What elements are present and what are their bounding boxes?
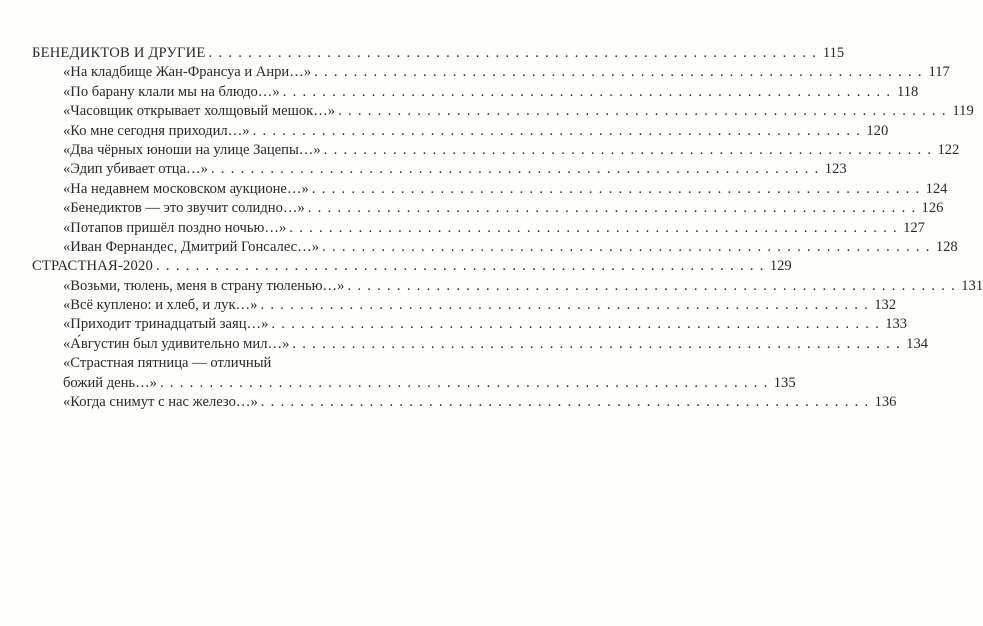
toc-title: «Бенедиктов — это звучит солидно…» (63, 200, 305, 217)
dot-leader (156, 257, 765, 276)
toc-entry (32, 102, 974, 121)
dot-leader (260, 296, 869, 315)
toc-title: «А́вгустин был удивительно мил…» (63, 335, 290, 352)
toc-page-number: 135 (773, 374, 796, 391)
toc-entry-first-line (32, 354, 408, 373)
toc-entry (32, 83, 919, 102)
toc-title: «Иван Фернандес, Дмитрий Гонсалес…» (63, 238, 320, 255)
dot-leader (347, 277, 956, 296)
toc-page-number: 129 (769, 258, 792, 275)
toc-page-number: 134 (906, 335, 929, 352)
toc-title: «По барану клали мы на блюдо…» (63, 83, 280, 100)
toc-entry (32, 315, 908, 334)
dot-leader (160, 374, 769, 393)
toc-entry (32, 277, 983, 296)
toc-title: «Эдип убивает отца…» (63, 161, 208, 178)
dot-leader (324, 141, 933, 160)
dot-leader (322, 238, 931, 257)
toc-page-number: 123 (824, 161, 847, 178)
toc-title: «Ко мне сегодня приходил…» (63, 122, 250, 139)
toc-entry (32, 199, 944, 218)
toc-entry (32, 180, 948, 199)
toc-page-number: 118 (897, 83, 919, 100)
toc-title: «Приходит тринадцатый заяц…» (63, 316, 269, 333)
toc-page-number: 115 (822, 45, 845, 61)
toc-title: БЕНЕДИКТОВ И ДРУГИЕ (32, 45, 206, 61)
toc-entry (32, 238, 958, 257)
toc-title: «Потапов пришёл поздно ночью…» (63, 219, 287, 236)
toc-section (32, 257, 792, 276)
toc-entry (32, 219, 925, 238)
dot-leader (261, 393, 870, 412)
toc-page-number: 127 (903, 219, 925, 236)
toc-title: «Когда снимут с нас железо…» (63, 394, 258, 411)
dot-leader (314, 63, 923, 82)
dot-leader (211, 160, 820, 179)
toc-entry (32, 141, 960, 160)
toc-entry (32, 63, 950, 82)
dot-leader (253, 122, 862, 141)
toc-page-number: 136 (874, 394, 897, 411)
toc-page-number: 122 (937, 141, 960, 158)
toc-title: божий день…» (63, 374, 157, 391)
toc-entry (32, 160, 847, 179)
toc-page-number: 132 (874, 297, 897, 314)
dot-leader (271, 315, 880, 334)
toc-page-number: 126 (921, 200, 944, 217)
dot-leader (312, 180, 921, 199)
toc-entry (32, 296, 897, 315)
toc-title: «На недавнем московском аукционе…» (63, 180, 309, 197)
toc-page-number: 124 (925, 180, 948, 197)
dot-leader (209, 44, 818, 63)
toc-page-number: 131 (961, 277, 983, 294)
toc-entry (32, 122, 889, 141)
toc-page-number: 128 (935, 238, 958, 255)
dot-leader (338, 102, 947, 121)
toc-entry (32, 393, 897, 412)
toc-entry (32, 335, 929, 354)
toc-title: «На кладбище Жан-Франсуа и Анри…» (63, 64, 312, 81)
toc-title: «Страстная пятница — отличный (63, 355, 272, 372)
toc-title: «Возьми, тюлень, меня в страну тюленью…» (63, 277, 345, 294)
toc-page-number: 117 (928, 64, 950, 81)
toc-title: «Два чёрных юноши на улице Зацепы…» (63, 141, 321, 158)
toc-title: «Часовщик открывает холщовый мешок…» (63, 103, 336, 120)
toc-entry-continuation (32, 374, 796, 393)
toc-title: СТРАСТНАЯ-2020 (32, 258, 154, 275)
toc-title: «Всё куплено: и хлеб, и лук…» (63, 297, 258, 314)
dot-leader (283, 83, 892, 102)
toc-section (32, 44, 845, 63)
dot-leader (292, 335, 901, 354)
dot-leader (289, 219, 898, 238)
toc-page-number: 120 (866, 122, 889, 139)
toc-page-number: 119 (952, 103, 974, 120)
dot-leader (308, 199, 917, 218)
table-of-contents (32, 44, 983, 412)
toc-page-number: 133 (885, 316, 908, 333)
